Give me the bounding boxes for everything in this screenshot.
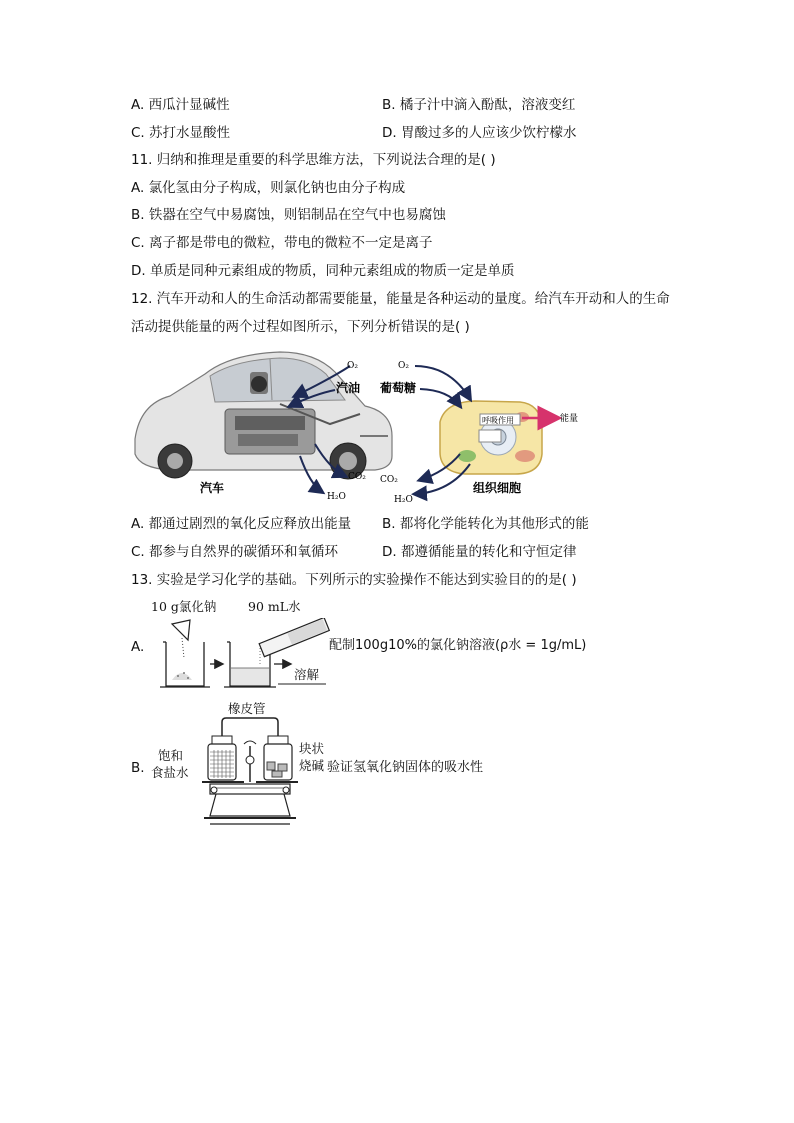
q13-a-reagent-water: 90 mL水 <box>248 599 301 614</box>
co2-right-label: CO₂ <box>380 475 398 485</box>
q13-a-reagent-nacl: 10 g氯化钠 <box>151 599 217 614</box>
q11-option-d[interactable]: D. 单质是同种元素组成的物质，同种元素组成的物质一定是单质 <box>131 263 515 279</box>
q13-b-tube-label: 橡皮管 <box>228 701 266 716</box>
q13-b-left-label-1: 饱和 <box>158 748 184 763</box>
q13-stem: 13. 实验是学习化学的基础。下列所示的实验操作不能达到实验目的的是( ) <box>131 572 577 588</box>
gasoline-label: 汽油 <box>336 381 361 395</box>
q13-b-left-label-2: 食盐水 <box>151 765 189 780</box>
q11-stem: 11. 归纳和推理是重要的科学思维方法，下列说法合理的是( ) <box>131 152 496 168</box>
o2-right-label: O₂ <box>398 361 409 371</box>
q13-b-caption: 验证氢氧化钠固体的吸水性 <box>327 760 484 775</box>
q10-option-d[interactable]: D. 胃酸过多的人应该少饮柠檬水 <box>382 125 577 141</box>
q11-option-a[interactable]: A. 氯化氢由分子构成，则氯化钠也由分子构成 <box>131 180 406 196</box>
car-label: 汽车 <box>200 481 225 495</box>
q12-energy-figure <box>130 344 610 504</box>
q13-a-caption: 配制100g10%的氯化钠溶液(ρ水 = 1g/mL) <box>329 638 587 653</box>
q13-b-right-label-1: 块状 <box>299 741 325 756</box>
q12-option-c[interactable]: C. 都参与自然界的碳循环和氧循环 <box>131 544 339 560</box>
q12-stem-line1: 12. 汽车开动和人的生命活动都需要能量，能量是各种运动的量度。给汽车开动和人的生命 <box>131 291 670 307</box>
q13-a-dissolve-label: 溶解 <box>294 667 320 682</box>
q13-option-a-label[interactable]: A. <box>131 639 145 655</box>
q13-b-right-label-2: 烧碱 <box>299 758 325 773</box>
q12-option-a[interactable]: A. 都通过剧烈的氧化反应释放出能量 <box>131 516 352 532</box>
car-illustration <box>135 352 392 479</box>
q11-option-b[interactable]: B. 铁器在空气中易腐蚀，则铝制品在空气中也易腐蚀 <box>131 207 446 223</box>
q13-option-b-label[interactable]: B. <box>131 760 145 776</box>
q11-option-c[interactable]: C. 离子都是带电的微粒，带电的微粒不一定是离子 <box>131 235 433 251</box>
energy-label: 能量 <box>560 414 579 424</box>
q12-stem-line2: 活动提供能量的两个过程如图所示，下列分析错误的是( ) <box>131 319 470 335</box>
q10-option-a[interactable]: A. 西瓜汁显碱性 <box>131 97 230 113</box>
q10-option-c[interactable]: C. 苏打水显酸性 <box>131 125 231 141</box>
h2o-right-label: H₂O <box>394 495 413 504</box>
co2-left-label: CO₂ <box>348 472 366 482</box>
tissue-cell-illustration <box>440 401 542 474</box>
h2o-left-label: H₂O <box>327 492 346 502</box>
q12-option-b[interactable]: B. 都将化学能转化为其他形式的能 <box>382 516 589 532</box>
q13-b-balance-figure <box>200 716 300 828</box>
q12-option-d[interactable]: D. 都遵循能量的转化和守恒定律 <box>382 544 577 560</box>
respiration-label: 呼吸作用 <box>482 416 514 425</box>
q10-option-b[interactable]: B. 橘子汁中滴入酚酞，溶液变红 <box>382 97 576 113</box>
cell-label: 组织细胞 <box>473 481 522 495</box>
o2-left-label: O₂ <box>347 361 358 371</box>
glucose-label: 葡萄糖 <box>380 381 417 395</box>
